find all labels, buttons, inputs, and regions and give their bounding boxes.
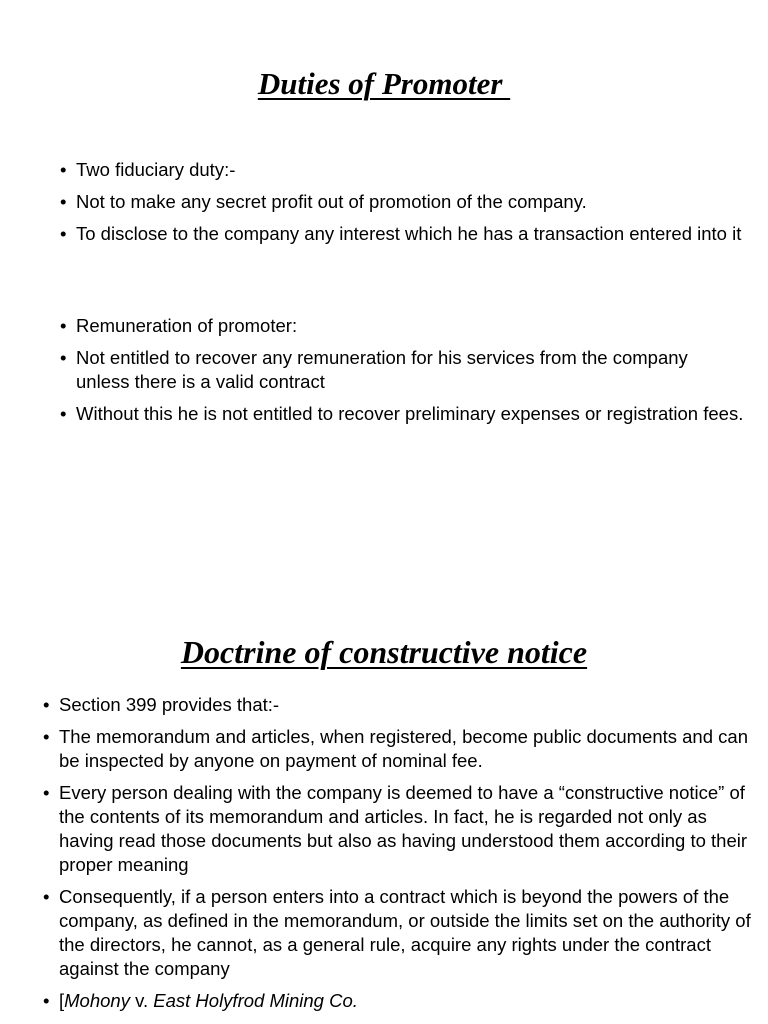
bullet-icon: • xyxy=(43,990,50,1011)
list-item: • To disclose to the company any interest which he has a transaction entered into it xyxy=(60,223,742,244)
bullet-icon: • xyxy=(43,886,50,907)
list-item: • Not to make any secret profit out of promotion of the company. xyxy=(60,191,587,212)
list-item: • Without this he is not entitled to recover preliminary expenses or registration fees. xyxy=(60,403,744,424)
fiduciary-duty-list xyxy=(60,158,746,254)
constructive-notice-list xyxy=(43,693,759,1021)
slide-title: Doctrine of constructive notice xyxy=(180,634,588,670)
bullet-icon: • xyxy=(43,726,50,747)
list-item: • The memorandum and articles, when registered, become public documents and can be inspected by anyone on payment of nominal fee. xyxy=(43,726,748,771)
bullet-icon: • xyxy=(60,315,67,336)
case-versus: v. xyxy=(129,990,154,1011)
list-item: • Section 399 provides that:- xyxy=(43,694,280,715)
slide-doctrine-of-constructive-notice xyxy=(0,600,768,1024)
bullet-icon: • xyxy=(60,159,67,180)
list-item: • Remuneration of promoter: xyxy=(60,315,298,336)
case-party-1: Mohony xyxy=(64,990,130,1011)
remuneration-list xyxy=(60,314,746,434)
bullet-icon: • xyxy=(60,403,67,424)
bullet-icon: • xyxy=(43,782,50,803)
bullet-icon: • xyxy=(43,694,50,715)
list-item: • Every person dealing with the company is deemed to have a “constructive notice” of the contents of its memorandum and articles. In fact, he is regarded not only as having read those documents but also as having understood them according to their proper meaning xyxy=(43,782,748,875)
bullet-icon: • xyxy=(60,223,67,244)
bullet-icon: • xyxy=(60,347,67,368)
list-item: • Not entitled to recover any remuneration for his services from the company unless there is a valid contract xyxy=(60,347,688,392)
bullet-icon: • xyxy=(60,191,67,212)
list-item: • Two fiduciary duty:- xyxy=(60,159,236,180)
case-citation: • [Mohony v. East Holyfrod Mining Co. xyxy=(43,990,358,1011)
case-party-2: East Holyfrod Mining Co. xyxy=(153,990,358,1011)
list-item: • Consequently, if a person enters into a contract which is beyond the powers of the company, as defined in the memorandum, or outside the limits set on the authority of the directors, he cannot, as a general rule, acquire any rights under the contract against the company xyxy=(43,886,751,979)
slide-title: Duties of Promoter xyxy=(257,66,511,101)
